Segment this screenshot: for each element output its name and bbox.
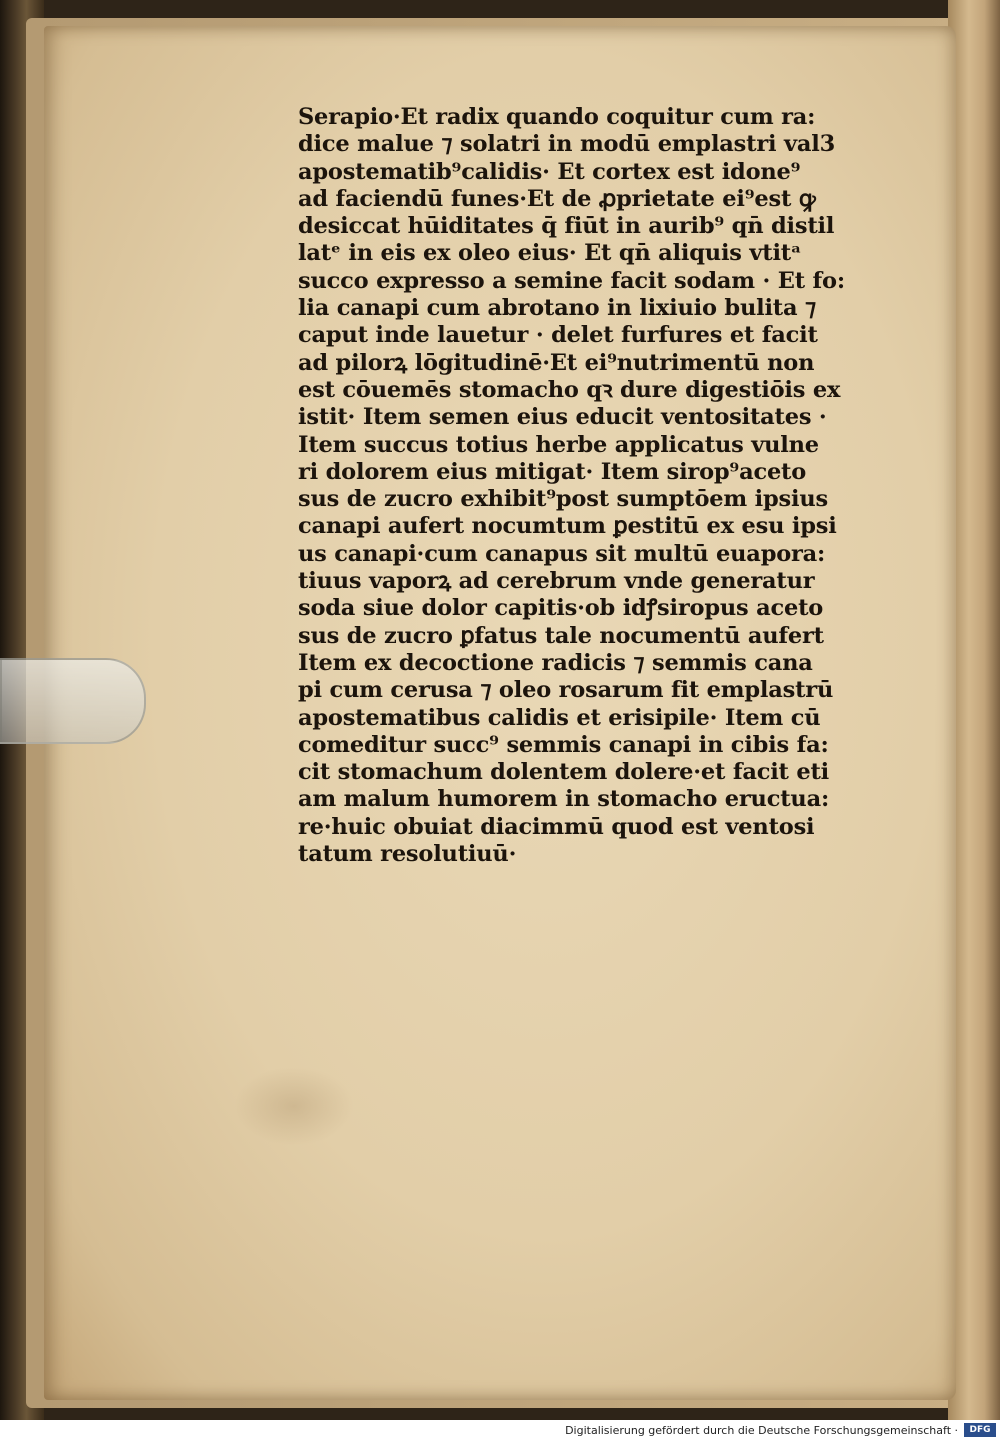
text-line: succo expresso a semine facit sodam · Et fo: — [298, 267, 845, 294]
text-line: desiccat hūiditates q̄ fiūt in aurib⁹ qn̄ distil — [298, 213, 835, 240]
text-line: pi cum cerusa ⁊ oleo rosarum fit emplastrū — [298, 677, 834, 704]
text-line: lia canapi cum abrotano in lixiuio bulita ⁊ — [298, 295, 816, 322]
text-line: re·huic obuiat diacimmū quod est ventosi — [298, 813, 815, 840]
text-line: apostematib⁹calidis· Et cortex est idone⁹ — [298, 158, 801, 185]
footer-bar — [0, 1420, 1000, 1441]
text-line: sus de zucro ꝑfatus tale nocumentū aufert — [298, 622, 824, 649]
text-line: tatum resolutiuū· — [298, 841, 517, 868]
text-line: comeditur succ⁹ semmis canapi in cibis fa: — [298, 731, 829, 758]
text-line: ad faciendū funes·Et de ꝓprietate ei⁹est ꝙ — [298, 185, 816, 212]
text-line: ad pilorꝝ lōgitudinē·Et ei⁹nutrimentū non — [298, 349, 815, 376]
text-line: caput inde lauetur · delet furfures et facit — [298, 322, 818, 349]
text-line: soda siue dolor capitis·ob idꝭsiropus aceto — [298, 595, 824, 622]
bookmark-clip — [0, 658, 146, 744]
text-block — [298, 104, 858, 868]
text-line: Serapio·Et radix quando coquitur cum ra: — [298, 104, 816, 130]
text-line: Item ex decoctione radicis ⁊ semmis cana — [298, 649, 813, 676]
text-line: canapi aufert nocumtum ꝑestitū ex esu ipsi — [298, 513, 837, 540]
text-line: istit· Item semen eius educit ventositates · — [298, 404, 827, 431]
text-line: cit stomachum dolentem dolere·et facit eti — [298, 759, 830, 786]
dfg-logo[interactable]: DFG — [964, 1423, 996, 1437]
text-line: dice malue ⁊ solatri in modū emplastri val3 — [298, 131, 836, 158]
text-line: ri dolorem eius mitigat· Item sirop⁹aceto — [298, 458, 807, 485]
text-line: latᵉ in eis ex oleo eius· Et qn̄ aliquis vtitᵃ — [298, 240, 802, 267]
text-line: apostematibus calidis et erisipile· Item cū — [298, 704, 821, 731]
text-line: am malum humorem in stomacho eructua: — [298, 786, 830, 813]
text-line: tiuus vaporꝝ ad cerebrum vnde generatur — [298, 568, 815, 595]
funding-credit: Digitalisierung gefördert durch die Deutsche Forschungsgemeinschaft · — [565, 1424, 958, 1437]
text-line: est cōuemēs stomacho qꝛ dure digestiōis ex — [298, 376, 841, 403]
text-line: sus de zucro exhibit⁹post sumptōem ipsius — [298, 486, 828, 513]
paper-stain — [234, 1066, 354, 1146]
text-line: us canapi·cum canapus sit multū euapora: — [298, 540, 826, 567]
text-line: Item succus totius herbe applicatus vulne — [298, 431, 819, 458]
